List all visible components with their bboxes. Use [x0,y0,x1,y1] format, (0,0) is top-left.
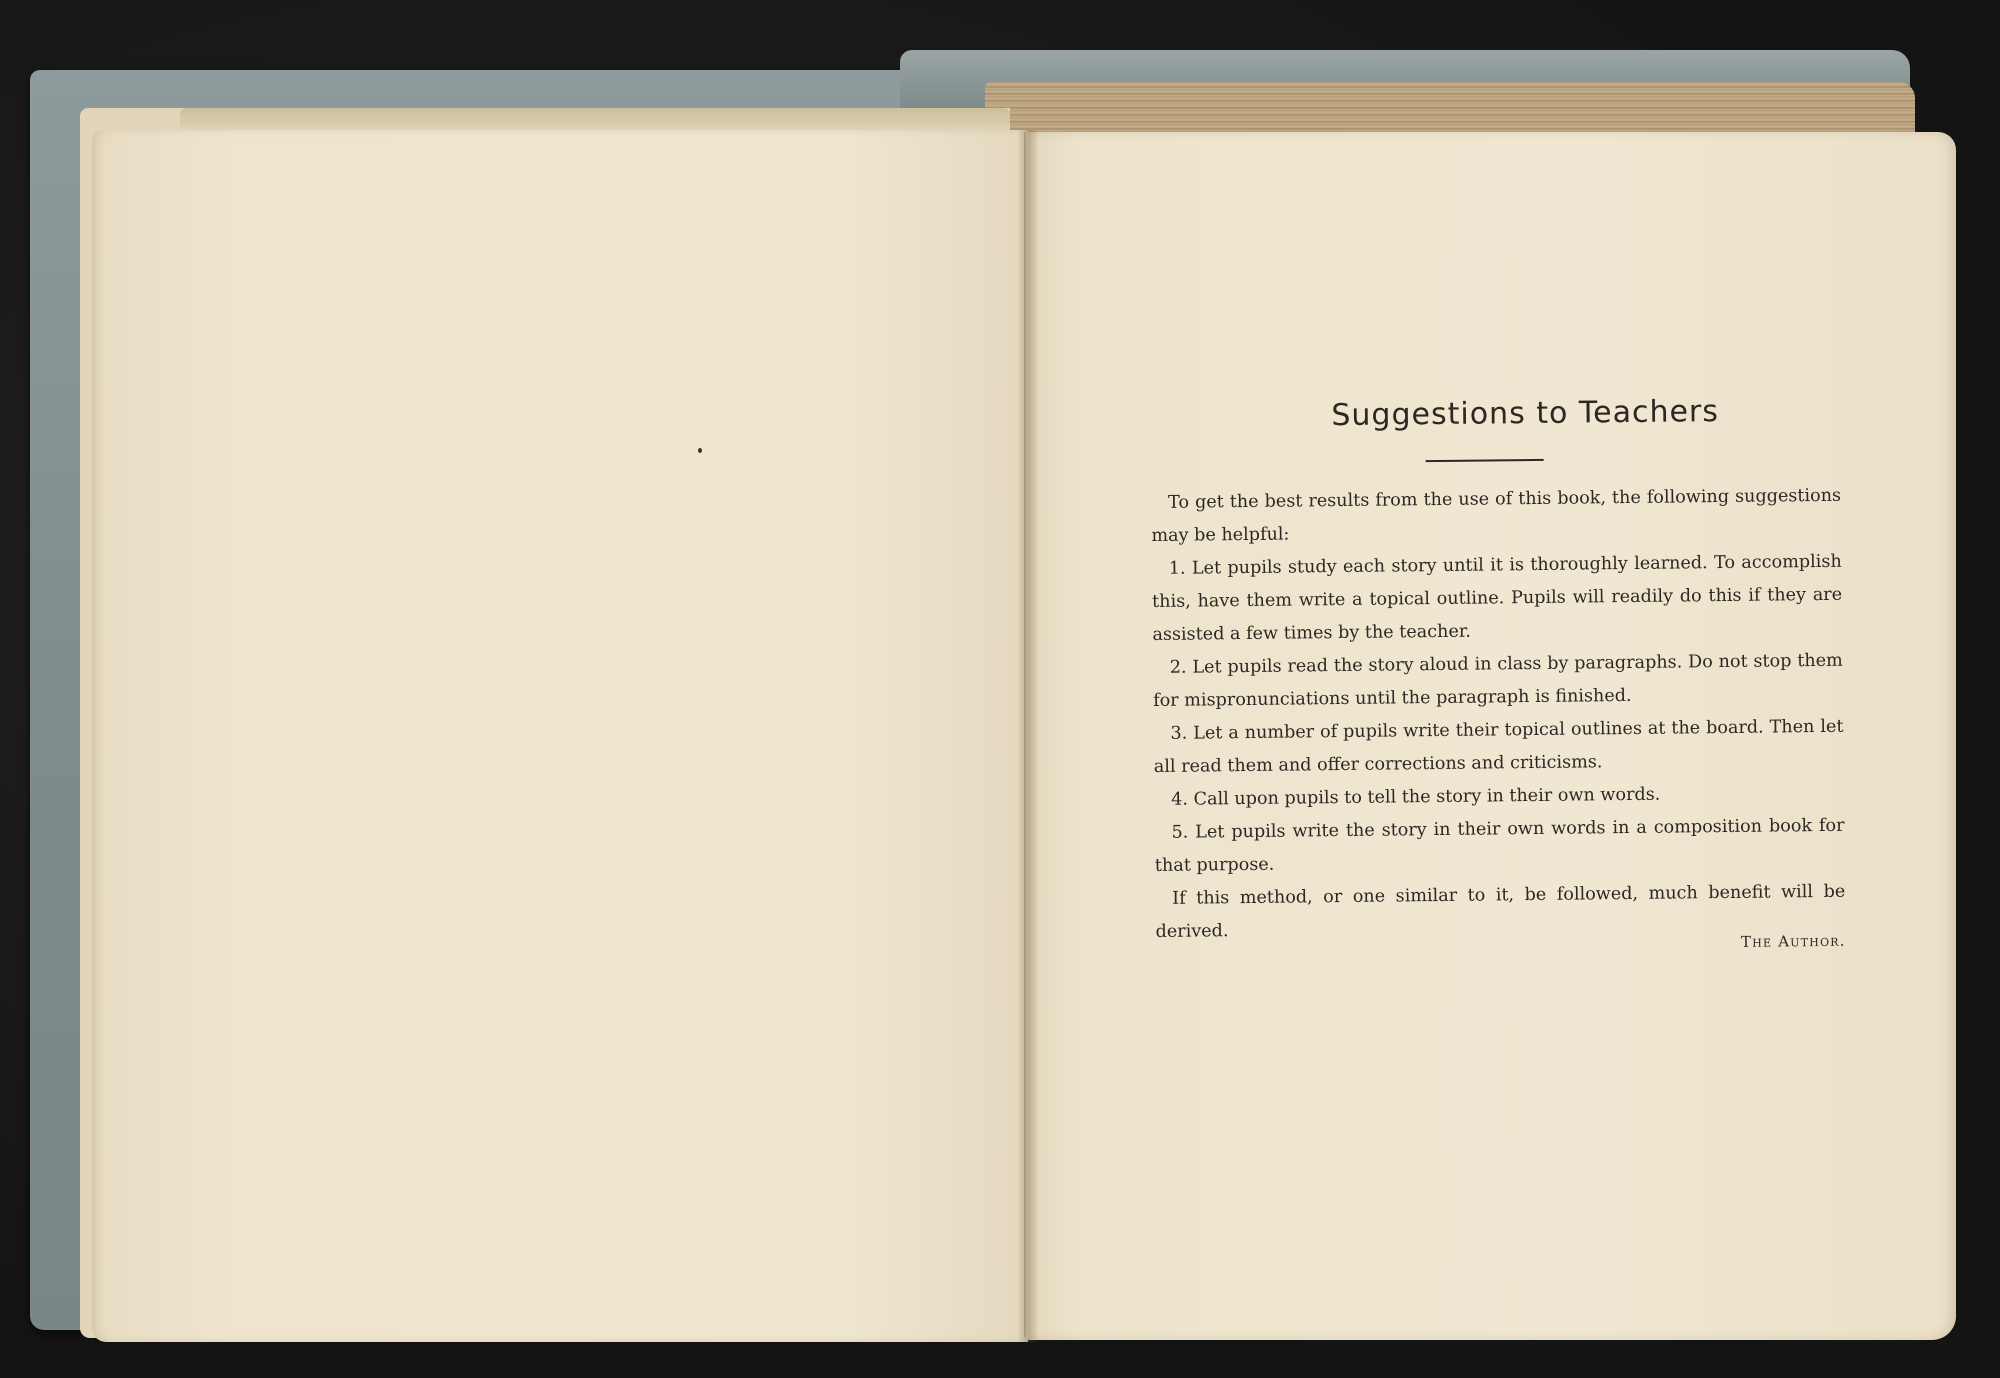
closing-paragraph: If this method, or one similar to it, be followed, much benefit will be derived. [1155,881,1846,942]
suggestion-item-4: 4. Call upon pupils to tell the story in their own words. [1171,784,1661,810]
ink-speck [698,448,702,453]
page-fold-line [1024,132,1026,1337]
left-page-blank [92,130,1028,1342]
book-gutter [1018,130,1038,1342]
suggestion-item-5: 5. Let pupils write the story in their own words in a composition book for that purpose. [1154,815,1845,876]
page-title: Suggestions to Teachers [1331,394,1720,434]
intro-paragraph: To get the best results from the use of this book, the following suggestions may be helpful: [1151,485,1842,546]
page-edges-stack [985,82,1915,137]
suggestion-item-1: 1. Let pupils study each story until it is thoroughly learned. To accomplish this, have them write a topical outline. Pupils will readily do this if they are assisted a few times by the teacher. [1152,551,1843,645]
title-rule [1426,459,1544,462]
page-text-block [1150,393,1846,957]
suggestion-item-2: 2. Let pupils read the story aloud in class by paragraphs. Do not stop them for mispronunciations until the paragraph is finished. [1153,650,1843,711]
suggestion-item-3: 3. Let a number of pupils write their topical outlines at the board. Then let all read them and offer corrections and criticisms. [1153,716,1844,777]
author-signature: The Author. [1740,931,1846,951]
